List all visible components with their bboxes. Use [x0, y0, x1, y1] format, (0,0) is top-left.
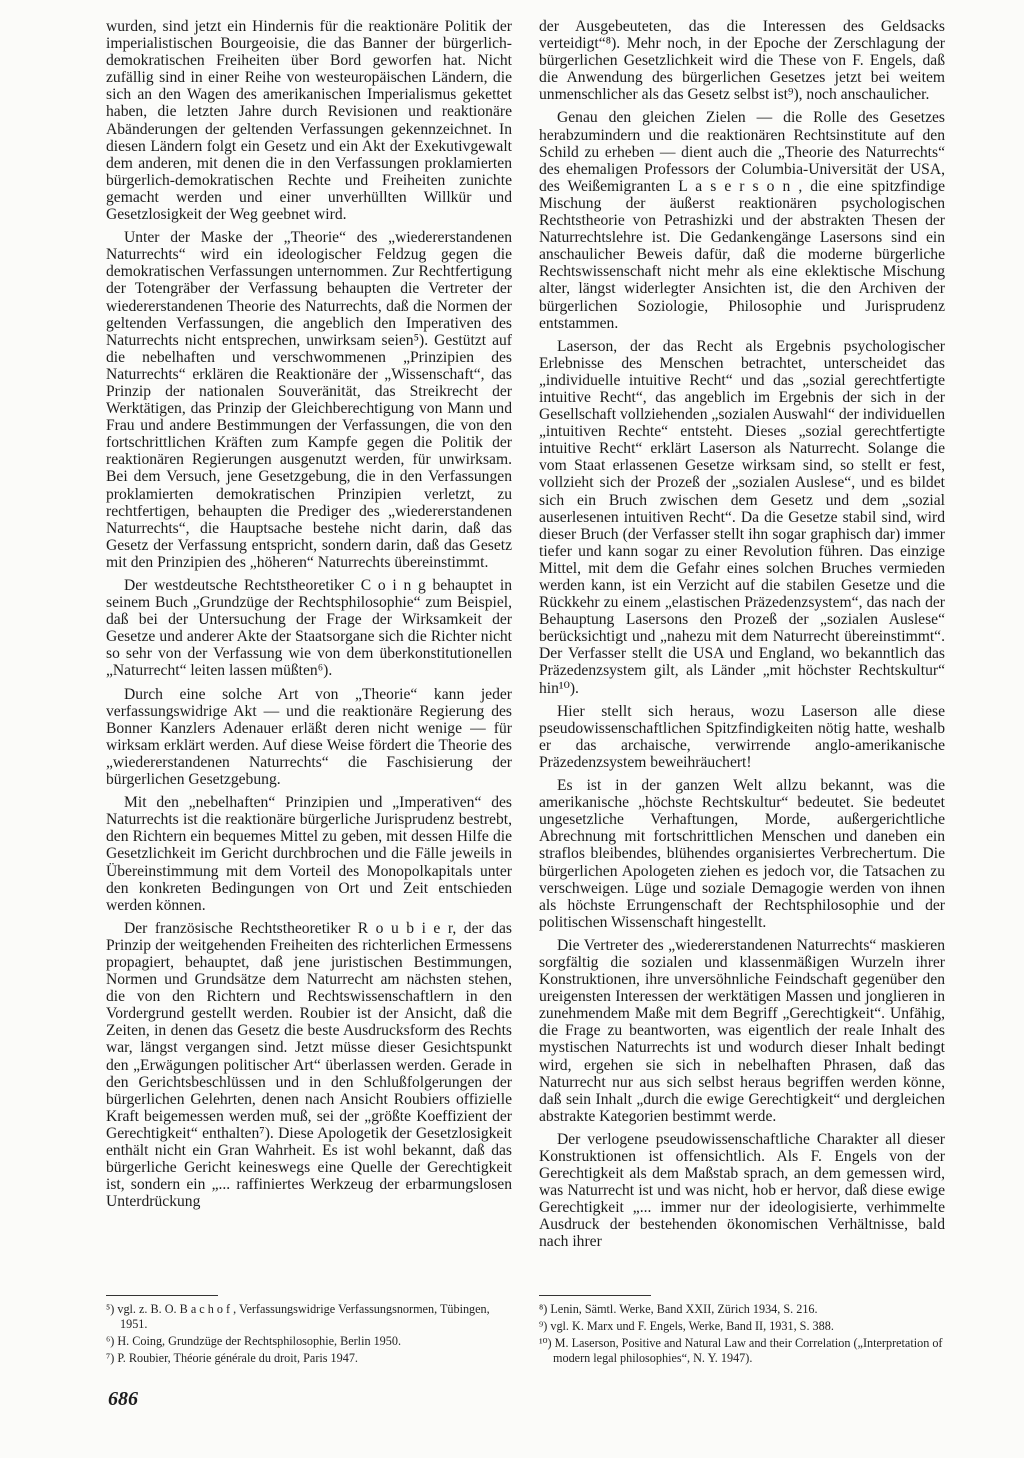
paragraph: Es ist in der ganzen Welt allzu bekannt, was die amerikanische „höchste Rechtskultur“ bedeutet. Sie bedeutet ungesetzliche Verhaftungen, Morde, außergerichtliche Abrechnung mit fortschrittlichen Menschen und daneben ein straflos bleibendes, blühendes organisiertes Verbrechertum. Die bürgerlichen Apologeten ziehen es jedoch vor, die Tatsachen zu verschweigen. Lüge und soziale Demagogie werden von ihnen als höchste Errungenschaft der Rechtsphilosophie und der politischen Wissenschaft hingestellt. — [539, 777, 945, 931]
footnote: ¹⁰) M. Laserson, Positive and Natural Law and their Correlation („Interpretation of modern legal philosophies“, N. Y. 1947). — [539, 1336, 943, 1365]
paragraph: Der verlogene pseudowissenschaftliche Charakter all dieser Konstruktionen ist offensichtlich. Als F. Engels von der Gerechtigkeit als dem Maßstab sprach, an dem gemessen wird, was Naturrecht ist und was nicht, hob er hervor, daß diese ewige Gerechtigkeit „... immer nur der ideologisierte, verhimmelte Ausdruck der bestehenden ökonomischen Verhältnisse, bald nach ihrer — [539, 1130, 945, 1251]
paragraph: Der westdeutsche Rechtstheoretiker C o i n g behauptet in seinem Buch „Grundzüge der Rechtsphilosophie“ zum Beispiel, daß bei der Untersuchung der Frage der Wirksamkeit der Gesetze und anderer Akte der Staatsorgane sich die Richter nicht so sehr von der Verfassung wie von dem überkonstitutionellen „Naturrecht“ leiten lassen müßten⁶). — [106, 577, 512, 680]
paragraph: wurden, sind jetzt ein Hindernis für die reaktionäre Politik der imperialistischen Bourgeoisie, die das Banner der bürgerlich-demokratischen Freiheiten über Bord geworfen hat. Nicht zufällig sind in einer Reihe von westeuropäischen Ländern, die sich an den Wagen des amerikanischen Imperialismus gekettet haben, die letzten Jahre durch Revisionen und reaktionäre Abänderungen der geltenden Verfassungen gekennzeichnet. In diesen Ländern folgt ein Gesetz und ein Akt der Exekutivgewalt dem anderen, mit denen die in den Verfassungen proklamierten bürgerlich-demokratischen Rechte und Freiheiten zunichte gemacht werden und einer unverhüllten Willkür und Gesetzlosigkeit der Weg geebnet wird. — [106, 18, 512, 224]
paragraph: Hier stellt sich heraus, wozu Laserson alle diese pseudowissenschaftlichen Spitzfindigkeiten nötig hatte, weshalb er das archaische, verwirrende anglo-amerikanische Präzedenzsystem beweihräuchert! — [539, 702, 945, 771]
footnote: ⁸) Lenin, Sämtl. Werke, Band XXII, Zürich 1934, S. 216. — [539, 1302, 818, 1316]
paragraph: Laserson, der das Recht als Ergebnis psychologischer Erlebnisse des Menschen betrachtet, unterscheidet das „individuelle intuitive Recht“ und das „sozial gerechtfertigte intuitive Recht“, das angeblich im Ergebnis der sich in der Gesellschaft vollziehenden „sozialen Auswahl“ der individuellen „intuitiven Rechte“ entsteht. Dieses „sozial gerechtfertigte intuitive Recht“ erklärt Laserson als Naturrecht. Solange die vom Staat erlassenen Gesetze wirksam sind, so stellt er fest, vollzieht sich der Prozeß der „sozialen Auslese“, und es bildet sich ein Bruch zwischen dem Gesetz und dem „sozial auserlesenen intuitiven Recht“. Da die Gesetze stabil sind, wird dieser Bruch (der Verfasser stellt ihn sogar graphisch dar) immer tiefer und kann sogar zu einer Revolution führen. Das einzige Mittel, mit dem die Gefahr eines solchen Bruches vermieden werden kann, ist ein Verzicht auf die stabilen Gesetze und die Rückkehr zu einem „elastischen Präzedenzsystem“, das nach der Behauptung Lasersons den Prozeß der „sozialen Auslese“ berücksichtigt und „nahezu mit dem Naturrecht übereinstimmt“. Der Verfasser stellt die USA und England, wo bekanntlich das Präzedenzsystem gilt, als Länder „mit höchster Rechtskultur“ hin¹⁰). — [539, 337, 945, 697]
paragraph: Unter der Maske der „Theorie“ des „wiedererstandenen Naturrechts“ wird ein ideologischer Feldzug gegen die demokratischen Verfassungen unternommen. Zur Rechtfertigung der Totengräber der Verfassung behaupten die Vertreter der wiedererstandenen Theorie des Naturrechts, daß die Normen der geltenden Verfassungen, die angeblich den Imperativen des Naturrechts nicht entsprechen, unwirksam seien⁵). Gestützt auf die nebelhaften und verschwommenen „Prinzipien des Naturrechts“ erklären die Reaktionäre der „Wissenschaft“, das Prinzip der nationalen Souveränität, das Streikrecht der Werktätigen, das Prinzip der Gleichberechtigung von Mann und Frau und andere Bestimmungen der Verfassungen, die von den fortschrittlichen Kräften zum Kampfe gegen die Politik der reaktionären Regierungen ausgenutzt werden, für unwirksam. Bei dem Versuch, jene Gesetzgebung, die in den Verfassungen proklamierten demokratischen Prinzipien verletzt, zu rechtfertigen, behaupten die Prediger des „wiedererstandenen Naturrechts“, die Hauptsache bestehe nicht darin, daß das Gesetz der Verfassung entspricht, sondern darin, daß das Gesetz mit den Prinzipien des „höheren“ Naturrechts übereinstimmt. — [106, 229, 512, 571]
right-column-body — [539, 18, 945, 1280]
right-column — [539, 18, 945, 1280]
paragraph: Durch eine solche Art von „Theorie“ kann jeder verfassungswidrige Akt — und die reaktionäre Regierung des Bonner Kanzlers Adenauer erläßt deren nicht wenige — für wirksam erklärt werden. Auf diese Weise fördert die Theorie des „wiedererstandenen Naturrechts“ die Faschisierung der bürgerlichen Gesetzgebung. — [106, 685, 512, 789]
left-column-body — [106, 18, 512, 1280]
paragraph: Der französische Rechtstheoretiker R o u b i e r, der das Prinzip der weitgehenden Freiheiten des richterlichen Ermessens propagiert, behauptet, daß jene juristischen Bestimmungen, Normen und Grundsätze dem Naturrecht am nächsten stehen, die von den Richtern und Rechtswissenschaftlern in den Vordergrund gestellt werden. Roubier ist der Ansicht, daß die Zeiten, in denen das Gesetz die beste Ausdrucksform des Rechts war, längst vergangen sind. Jetzt müsse dieser Gesichtspunkt den „Erwägungen politischer Art“ überlassen werden. Gerade in den Gerichtsbeschlüssen und in den Schlußfolgerungen der bürgerlichen Gelehrten, denen nach Ansicht Roubiers offizielle Kraft beigemessen werden muß, sei der „größte Koeffizient der Gerechtigkeit“ enthalten⁷). Diese Apologetik der Gesetzlosigkeit enthält nicht ein Gran Wahrheit. Es ist wohl bekannt, daß das bürgerliche Gericht keineswegs eine Quelle der Gerechtigkeit ist, sondern ein „... raffiniertes Werkzeug der erbarmungslosen Unterdrückung — [106, 919, 512, 1211]
page-number: 686 — [108, 1388, 138, 1410]
footnote: ⁷) P. Roubier, Théorie générale du droit, Paris 1947. — [106, 1351, 358, 1365]
footnote: ⁹) vgl. K. Marx und F. Engels, Werke, Band II, 1931, S. 388. — [539, 1319, 834, 1333]
paragraph: Die Vertreter des „wiedererstandenen Naturrechts“ maskieren sorgfältig die sozialen und klassenmäßigen Wurzeln ihrer Konstruktionen, ihre unversöhnliche Feindschaft gegenüber den ureigensten Interessen der werktätigen Massen und jonglieren in zunehmendem Maße mit dem Begriff „Gerechtigkeit“. Unfähig, die Frage zu beantworten, was eigentlich der reale Inhalt des mystischen Naturrechts ist und wodurch dieser Inhalt bedingt wird, ergehen sie sich in nebelhaften Phrasen, daß das Naturrecht nur aus sich selbst heraus begriffen werden könne, daß sein Inhalt „durch die ewige Gerechtigkeit“ und dergleichen abstrakte Kategorien bestimmt werde. — [539, 936, 945, 1125]
footnote: ⁵) vgl. z. B. O. B a c h o f , Verfassungswidrige Verfassungsnormen, Tübingen, 1951. — [106, 1302, 490, 1331]
footnote-divider-left — [106, 1295, 218, 1296]
left-column — [106, 18, 512, 1280]
footnotes-left — [106, 1302, 512, 1368]
paragraph: der Ausgebeuteten, das die Interessen des Geldsacks verteidigt“⁸). Mehr noch, in der Epoche der Zerschlagung der bürgerlichen Gesetzlichkeit wird die These von F. Engels, daß die Anwendung des bürgerlichen Gesetzes jetzt bei weitem unmenschlicher als das Gesetz selbst ist⁹), noch anschaulicher. — [539, 18, 945, 104]
footnote-divider-right — [539, 1295, 651, 1296]
paragraph: Mit den „nebelhaften“ Prinzipien und „Imperativen“ des Naturrechts ist die reaktionäre bürgerliche Jurisprudenz bestrebt, den Richtern ein bequemes Mittel zu geben, mit dessen Hilfe die Gesetzlichkeit im Gericht durchbrochen und die Fälle jeweils in Übereinstimmung mit dem Vorteil des Monopolkapitals unter den konkreten Bedingungen von Ort und Zeit entschieden werden können. — [106, 794, 512, 914]
footnotes-right — [539, 1302, 945, 1368]
paragraph: Genau den gleichen Zielen — die Rolle des Gesetzes herabzumindern und die reaktionären Rechtsinstitute auf den Schild zu erheben — dient auch die „Theorie des Naturrechts“ des ehemaligen Professors der Columbia-Universität der USA, des Weißemigranten L a s e r s o n , die eine spitzfindige Mischung der äußerst reaktionären psychologischen Rechtstheorie von Petrashizki und der abstrakten Thesen der Naturrechtslehre ist. Die Gedankengänge Lasersons sind ein anschaulicher Beweis dafür, daß die moderne bürgerliche Rechtswissenschaft nicht mehr als eine eklektische Mischung alter, längst widerlegter Ansichten ist, die den Archiven der bürgerlichen Soziologie, Philosophie und Jurisprudenz entstammen. — [539, 109, 945, 332]
footnote: ⁶) H. Coing, Grundzüge der Rechtsphilosophie, Berlin 1950. — [106, 1334, 402, 1348]
